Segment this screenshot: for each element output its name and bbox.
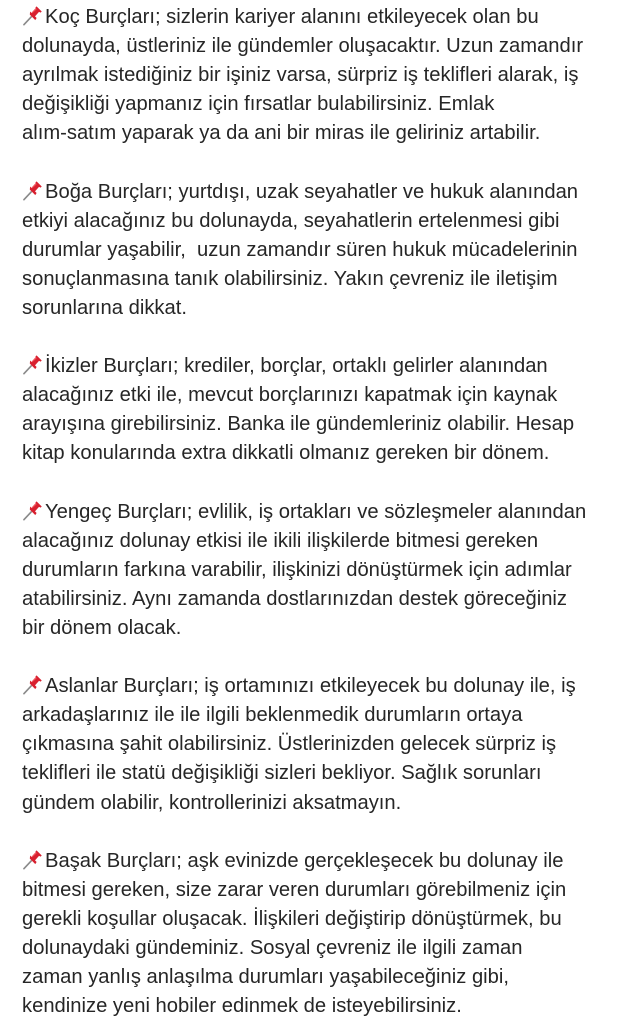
- pushpin-icon: [22, 501, 44, 521]
- paragraph-line: [22, 178, 622, 207]
- paragraph-line: [22, 3, 622, 32]
- paragraph-line: kitap konularında extra dikkatli olmanız gereken bir dönem.: [22, 442, 550, 465]
- paragraph-line: arkadaşlarınız ile ile ilgili beklenmedik durumların ortaya: [22, 704, 523, 727]
- horoscope-paragraph-boga: [22, 178, 622, 323]
- horoscope-paragraph-aslan: [22, 672, 622, 817]
- paragraph-line-text: Koç Burçları; sizlerin kariyer alanını etkileyecek olan bu: [45, 6, 539, 28]
- paragraph-line: durumların farkına varabilir, ilişkinizi dönüştürmek için adımlar: [22, 558, 572, 581]
- paragraph-line: gündem olabilir, kontrollerinizi aksatmayın.: [22, 791, 402, 814]
- paragraph-line: etkiyi alacağınız bu dolunayda, seyahatlerin ertelenmesi gibi: [22, 209, 560, 232]
- paragraph-line: alacağınız dolunay etkisi ile ikili ilişkilerde bitmesi gereken: [22, 529, 539, 552]
- paragraph-line: kendinize yeni hobiler edinmek de isteyebilirsiniz.: [22, 995, 462, 1018]
- paragraph-line: sorunlarına dikkat.: [22, 296, 187, 319]
- paragraph-line-text: İkizler Burçları; krediler, borçlar, ortaklı gelirler alanından: [45, 355, 548, 378]
- paragraph-line: arayışına girebilirsiniz. Banka ile gündemleriniz olabilir. Hesap: [22, 413, 575, 436]
- pushpin-icon: [22, 675, 44, 695]
- paragraph-line: [22, 847, 622, 876]
- paragraph-line: ayrılmak istediğiniz bir işiniz varsa, sürpriz iş teklifleri alarak, iş: [22, 64, 579, 87]
- paragraph-line: [22, 352, 622, 381]
- paragraph-line: zaman yanlış anlaşılma durumları yaşabileceğiniz gibi,: [22, 966, 509, 989]
- horoscope-paragraph-koc: [22, 3, 622, 148]
- horoscope-paragraph-basak: [22, 847, 622, 1021]
- paragraph-line: [22, 498, 622, 527]
- paragraph-line-text: Aslanlar Burçları; iş ortamınızı etkileyecek bu dolunay ile, iş: [45, 675, 576, 698]
- paragraph-line-text: Başak Burçları; aşk evinizde gerçekleşecek bu dolunay ile: [45, 849, 564, 872]
- paragraph-line: dolunayda, üstleriniz ile gündemler oluşacaktır. Uzun zamandır: [22, 35, 584, 58]
- paragraph-line-text: Yengeç Burçları; evlilik, iş ortakları ve sözleşmeler alanından: [45, 500, 587, 523]
- paragraph-line: bir dönem olacak.: [22, 616, 182, 639]
- horoscope-paragraph-yengec: [22, 498, 622, 643]
- paragraph-line: [22, 672, 622, 701]
- paragraph-line: teklifleri ile statü değişikliği sizleri bekliyor. Sağlık sorunları: [22, 762, 542, 785]
- paragraph-line: sonuçlanmasına tanık olabilirsiniz. Yakın çevreniz ile iletişim: [22, 267, 558, 290]
- paragraph-line: durumlar yaşabilir, uzun zamandır süren hukuk mücadelerinin: [22, 238, 578, 261]
- paragraph-line: alacağınız etki ile, mevcut borçlarınızı kapatmak için kaynak: [22, 384, 558, 407]
- paragraph-line: gerekli koşullar oluşacak. İlişkileri değiştirip dönüştürmek, bu: [22, 907, 562, 930]
- pushpin-icon: [22, 850, 44, 870]
- pushpin-icon: [22, 6, 44, 26]
- paragraph-line: değişikliği yapmanız için fırsatlar bulabilirsiniz. Emlak: [22, 93, 495, 116]
- pushpin-icon: [22, 181, 44, 201]
- paragraph-line: bitmesi gereken, size zarar veren durumları görebilmeniz için: [22, 878, 567, 901]
- pushpin-icon: [22, 355, 44, 375]
- horoscope-paragraph-ikizler: [22, 352, 622, 468]
- paragraph-line: çıkmasına şahit olabilirsiniz. Üstlerinizden gelecek sürpriz iş: [22, 733, 557, 756]
- paragraph-line: atabilirsiniz. Aynı zamanda dostlarınızdan destek göreceğiniz: [22, 587, 568, 610]
- paragraph-line: alım-satım yaparak ya da ani bir miras ile geliriniz artabilir.: [22, 122, 541, 145]
- paragraph-line-text: Boğa Burçları; yurtdışı, uzak seyahatler ve hukuk alanından: [45, 180, 579, 203]
- paragraph-line: dolunaydaki gündeminiz. Sosyal çevreniz ile ilgili zaman: [22, 937, 523, 959]
